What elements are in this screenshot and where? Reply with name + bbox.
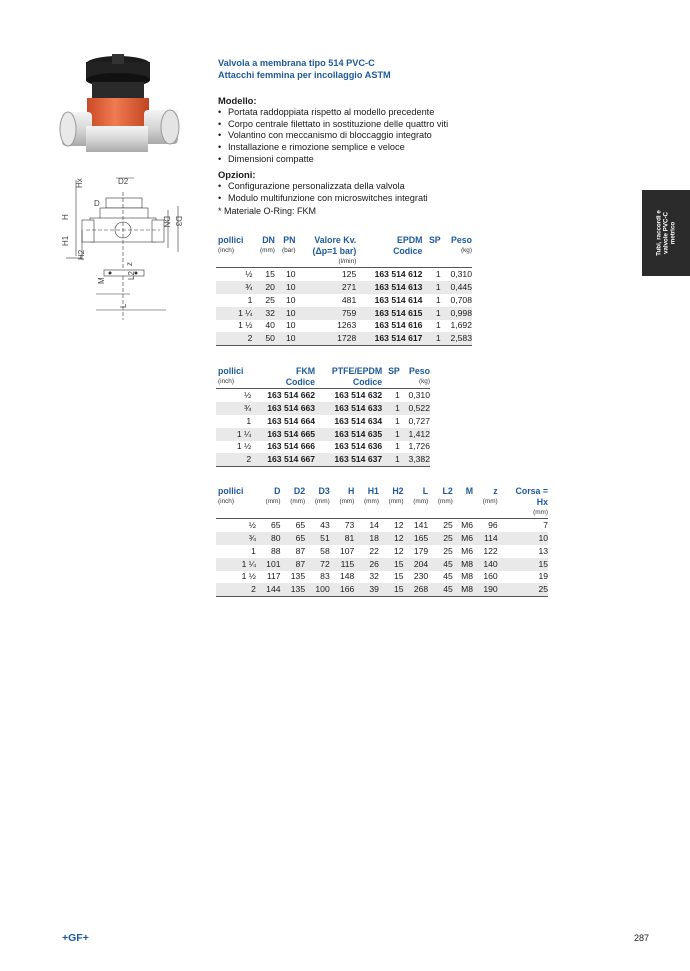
table-cell: 0,445 bbox=[441, 281, 472, 294]
table-cell: 1728 bbox=[296, 332, 357, 345]
column-header: Codice bbox=[352, 377, 383, 388]
table-cell: 100 bbox=[305, 583, 330, 596]
column-header: EPDM bbox=[397, 235, 423, 245]
table-cell: 163 514 632 bbox=[315, 389, 382, 402]
table-cell: 163 514 663 bbox=[251, 402, 315, 415]
table-row bbox=[216, 545, 548, 558]
table-cell: 166 bbox=[330, 583, 355, 596]
table-cell: 163 514 636 bbox=[334, 441, 383, 452]
table-cell: 163 514 635 bbox=[315, 428, 382, 441]
table-cell: 25 bbox=[428, 519, 453, 532]
table-cell: 45 bbox=[443, 571, 453, 582]
table-cell: 1 bbox=[251, 545, 256, 556]
table-cell: 163 514 614 bbox=[374, 294, 423, 305]
table-cell: 10 bbox=[285, 320, 296, 331]
table-cell: 15 bbox=[498, 558, 548, 571]
dim-label-d2: D2 bbox=[118, 177, 129, 186]
column-unit: (mm) bbox=[388, 498, 404, 506]
column-header: Codice bbox=[393, 246, 423, 257]
options-heading: Opzioni: bbox=[218, 169, 256, 180]
table-cell: 1 ½ bbox=[241, 571, 256, 582]
table-cell: 12 bbox=[394, 545, 404, 556]
table-cell: ½ bbox=[216, 519, 256, 532]
column-header: D2 bbox=[293, 486, 306, 496]
table-cell: 15 bbox=[379, 583, 404, 596]
table-cell: 1 bbox=[382, 428, 400, 441]
table-cell: 135 bbox=[281, 583, 306, 596]
model-heading: Modello: bbox=[218, 95, 257, 106]
table-cell: 190 bbox=[473, 583, 498, 596]
table-cell: M8 bbox=[453, 583, 473, 596]
table-cell: 1 ¼ bbox=[216, 558, 256, 571]
column-unit: (inch) bbox=[218, 247, 234, 255]
list-item: • Configurazione personalizzata della valvola bbox=[218, 181, 518, 193]
options-list bbox=[218, 181, 518, 204]
column-header: M bbox=[465, 486, 474, 496]
table-cell: 10 bbox=[275, 332, 296, 345]
table-row bbox=[216, 268, 472, 281]
table-cell: 1 bbox=[247, 294, 253, 305]
table-cell: 3,382 bbox=[400, 453, 430, 466]
table-cell: 1 ½ bbox=[238, 320, 253, 331]
product-title bbox=[218, 57, 391, 81]
table-cell: 1,692 bbox=[450, 320, 472, 331]
gf-logo: +GF+ bbox=[62, 932, 89, 944]
table-cell: 160 bbox=[483, 571, 498, 582]
column-unit: (l/min) bbox=[338, 258, 357, 266]
table-cell: 141 bbox=[404, 519, 429, 532]
dim-label-h2: H2 bbox=[77, 249, 86, 260]
table-cell: 19 bbox=[538, 571, 548, 582]
table-row bbox=[216, 583, 548, 596]
column-unit: (mm) bbox=[290, 498, 306, 506]
column-header: Peso bbox=[408, 366, 430, 376]
dim-label-m: M bbox=[97, 277, 106, 284]
column-header: z bbox=[493, 486, 498, 496]
column-header: D bbox=[274, 486, 281, 496]
table-cell: 1 bbox=[435, 320, 441, 331]
product-title-line2: Attacchi femmina per incollaggio ASTM bbox=[218, 70, 391, 80]
table-cell: 10 bbox=[498, 532, 548, 545]
list-item: • Volantino con meccanismo di bloccaggio integrato bbox=[218, 130, 518, 142]
dim-label-z: z bbox=[125, 262, 134, 266]
column-unit: (kg) bbox=[460, 247, 472, 255]
table-cell: 0,708 bbox=[450, 294, 472, 305]
table-cell: 22 bbox=[369, 545, 379, 556]
table-cell: 65 bbox=[256, 519, 281, 532]
table-cell: 114 bbox=[473, 532, 498, 545]
column-unit: (mm) bbox=[260, 247, 275, 255]
table-cell: 58 bbox=[320, 545, 330, 556]
options-section bbox=[218, 169, 518, 217]
list-item: • Installazione e rimozione semplice e veloce bbox=[218, 142, 518, 154]
table-cell: 0,522 bbox=[400, 402, 430, 415]
column-unit: (mm) bbox=[265, 498, 281, 506]
dim-label-d3: D3 bbox=[174, 216, 183, 227]
table-cell: 45 bbox=[428, 583, 453, 596]
table-cell: 204 bbox=[404, 558, 429, 571]
table-cell: 163 514 664 bbox=[267, 415, 316, 426]
table-row bbox=[216, 428, 430, 441]
table-cell: M6 bbox=[453, 519, 473, 532]
section-side-tab bbox=[642, 190, 690, 276]
column-unit: (kg) bbox=[418, 378, 430, 386]
table-cell: ¾ bbox=[216, 532, 256, 545]
table-cell: 148 bbox=[340, 571, 355, 582]
table-cell: 25 bbox=[498, 583, 548, 596]
product-title-line1: Valvola a membrana tipo 514 PVC-C bbox=[218, 58, 375, 68]
table-cell: 7 bbox=[498, 519, 548, 532]
table-row bbox=[216, 532, 548, 545]
table-cell: 12 bbox=[379, 532, 404, 545]
column-header: pollici bbox=[218, 486, 244, 496]
table-cell: 1263 bbox=[337, 320, 357, 331]
table-row bbox=[216, 453, 430, 466]
table-cell: 1 bbox=[422, 268, 440, 281]
table-cell: 163 514 667 bbox=[251, 453, 315, 466]
table-cell: 759 bbox=[296, 307, 357, 320]
table-cell: 1 bbox=[422, 307, 440, 320]
column-header: pollici bbox=[218, 235, 244, 245]
column-unit: (mm) bbox=[437, 498, 453, 506]
table-row bbox=[216, 332, 472, 345]
table-row bbox=[216, 402, 430, 415]
table-cell: 1,412 bbox=[400, 428, 430, 441]
table-cell: 179 bbox=[413, 545, 429, 556]
column-header: pollici bbox=[218, 366, 244, 376]
table-row bbox=[216, 307, 472, 320]
dim-label-l: L bbox=[119, 303, 128, 308]
column-header: D3 bbox=[318, 486, 330, 496]
table-cell: 163 514 617 bbox=[356, 332, 422, 345]
table-cell: 1 ½ bbox=[236, 441, 252, 452]
table-cell: 115 bbox=[330, 558, 355, 571]
column-unit: (mm) bbox=[482, 498, 498, 506]
table-cell: 125 bbox=[296, 268, 357, 281]
column-header: H1 bbox=[367, 486, 379, 496]
table-cell: 25 bbox=[443, 545, 453, 556]
list-item: • Dimensioni compatte bbox=[218, 154, 518, 166]
table-cell: M6 bbox=[453, 532, 473, 545]
table-row bbox=[216, 558, 548, 571]
column-header: PTFE/EPDM bbox=[331, 366, 383, 376]
table-cell: 1 bbox=[246, 415, 252, 426]
dim-label-dn: DN bbox=[162, 216, 171, 228]
table-cell: 80 bbox=[256, 532, 281, 545]
table-row bbox=[216, 320, 472, 333]
model-section bbox=[218, 95, 518, 166]
side-tab-line1: Tubi, raccordi e bbox=[655, 210, 663, 256]
table-row bbox=[216, 519, 548, 532]
table-cell: 25 bbox=[265, 294, 275, 305]
fkm-ptfe-table bbox=[216, 366, 430, 467]
list-item: • Modulo multifunzione con microswitches integrati bbox=[218, 193, 518, 205]
table-row bbox=[216, 571, 548, 584]
column-header: Valore Kv. bbox=[314, 235, 357, 245]
table-cell: 10 bbox=[275, 268, 296, 281]
valve-product-photo bbox=[56, 52, 186, 164]
table-cell: 481 bbox=[341, 294, 357, 305]
table-cell: 1,726 bbox=[408, 441, 430, 452]
table-cell: 51 bbox=[305, 532, 330, 545]
table-cell: 163 514 662 bbox=[251, 389, 315, 402]
table-cell: 39 bbox=[354, 583, 379, 596]
table-cell: 163 514 633 bbox=[315, 402, 382, 415]
table-cell: ½ bbox=[216, 268, 252, 281]
table-cell: 163 514 613 bbox=[356, 281, 422, 294]
table-cell: 1 bbox=[382, 453, 400, 466]
column-unit: (bar) bbox=[282, 247, 296, 255]
table-cell: 83 bbox=[320, 571, 330, 582]
table-cell: 1 bbox=[382, 389, 400, 402]
table-cell: 81 bbox=[330, 532, 355, 545]
dimensions-table bbox=[216, 486, 548, 597]
table-cell: 0,310 bbox=[400, 389, 430, 402]
table-cell: 15 bbox=[379, 558, 404, 571]
column-header: L bbox=[422, 486, 429, 496]
column-header: Codice bbox=[285, 377, 316, 388]
column-header: FKM bbox=[295, 366, 316, 376]
table-cell: 65 bbox=[281, 532, 306, 545]
table-cell: 1 bbox=[395, 441, 400, 452]
list-item: • Portata raddoppiata rispetto al modello precedente bbox=[218, 107, 518, 119]
o-ring-note: * Materiale O-Ring: FKM bbox=[218, 206, 317, 217]
table-row bbox=[216, 415, 430, 428]
table-cell: 87 bbox=[295, 545, 306, 556]
table-cell: 72 bbox=[305, 558, 330, 571]
table-cell: 88 bbox=[270, 545, 281, 556]
table-cell: 32 bbox=[252, 307, 274, 320]
table-cell: 1 bbox=[422, 281, 440, 294]
table-cell: 1 bbox=[422, 332, 440, 345]
column-unit: (mm) bbox=[364, 498, 379, 506]
table-cell: 15 bbox=[394, 571, 404, 582]
table-cell: 50 bbox=[252, 332, 274, 345]
table-cell: 73 bbox=[330, 519, 355, 532]
column-unit: (mm) bbox=[339, 498, 355, 506]
table-cell: 101 bbox=[256, 558, 281, 571]
column-header: Corsa = bbox=[515, 486, 548, 496]
column-header: Peso bbox=[450, 235, 472, 245]
table-cell: 163 514 615 bbox=[356, 307, 422, 320]
table-cell: 2 bbox=[216, 583, 256, 596]
column-unit: (mm) bbox=[314, 498, 330, 506]
dim-label-h: H bbox=[61, 214, 70, 220]
table-row bbox=[216, 294, 472, 307]
dim-label-h1: H1 bbox=[61, 235, 70, 246]
table-cell: 165 bbox=[404, 532, 429, 545]
epdm-table bbox=[216, 235, 472, 346]
table-cell: 12 bbox=[379, 519, 404, 532]
table-cell: 32 bbox=[369, 571, 379, 582]
table-cell: 163 514 637 bbox=[315, 453, 382, 466]
column-unit: (mm) bbox=[533, 509, 548, 517]
table-row bbox=[216, 441, 430, 454]
table-cell: 18 bbox=[354, 532, 379, 545]
column-header: SP bbox=[388, 366, 400, 376]
table-cell: 107 bbox=[340, 545, 355, 556]
column-header: SP bbox=[428, 235, 441, 245]
page-number: 287 bbox=[634, 933, 650, 943]
table-row bbox=[216, 389, 430, 402]
dim-label-l2: L2 bbox=[127, 271, 136, 280]
table-cell: 10 bbox=[285, 294, 296, 305]
table-cell: 2 bbox=[216, 332, 252, 345]
column-unit: (inch) bbox=[218, 378, 234, 386]
table-cell: 140 bbox=[473, 558, 498, 571]
table-cell: 271 bbox=[296, 281, 357, 294]
column-header: (Δp=1 bar) bbox=[312, 246, 357, 257]
table-cell: 20 bbox=[252, 281, 274, 294]
table-cell: 1 bbox=[395, 415, 400, 426]
column-unit: (mm) bbox=[413, 498, 429, 506]
table-cell: 45 bbox=[428, 558, 453, 571]
side-tab-line3: metrico bbox=[669, 221, 677, 245]
table-cell: 25 bbox=[428, 532, 453, 545]
dim-label-hx: Hx bbox=[75, 178, 84, 188]
column-unit: (inch) bbox=[218, 498, 234, 506]
column-header: Hx bbox=[536, 497, 548, 508]
table-cell: 26 bbox=[354, 558, 379, 571]
table-cell: 163 514 634 bbox=[334, 415, 383, 426]
table-cell: 230 bbox=[413, 571, 429, 582]
model-list bbox=[218, 107, 518, 166]
table-cell: 0,310 bbox=[441, 268, 472, 281]
table-cell: 65 bbox=[281, 519, 306, 532]
table-cell: 1 bbox=[382, 402, 400, 415]
column-header: DN bbox=[262, 235, 275, 245]
table-cell: 10 bbox=[275, 307, 296, 320]
table-cell: 1 bbox=[435, 294, 441, 305]
table-cell: 10 bbox=[275, 281, 296, 294]
table-cell: 1 ¼ bbox=[216, 428, 251, 441]
table-cell: ¾ bbox=[216, 281, 252, 294]
list-item: • Corpo centrale filettato in sostituzione delle quattro viti bbox=[218, 119, 518, 131]
table-cell: 2 bbox=[216, 453, 251, 466]
table-cell: 0,727 bbox=[408, 415, 430, 426]
table-cell: 163 514 612 bbox=[356, 268, 422, 281]
table-cell: 163 514 665 bbox=[251, 428, 315, 441]
table-cell: 87 bbox=[281, 558, 306, 571]
table-cell: 1 ¼ bbox=[216, 307, 252, 320]
table-cell: 163 514 616 bbox=[374, 320, 423, 331]
table-cell: 135 bbox=[290, 571, 306, 582]
table-row bbox=[216, 281, 472, 294]
valve-technical-drawing bbox=[56, 170, 190, 324]
column-header: PN bbox=[283, 235, 296, 245]
table-cell: 2,583 bbox=[441, 332, 472, 345]
table-cell: 14 bbox=[354, 519, 379, 532]
column-header: L2 bbox=[442, 486, 453, 496]
table-cell: 0,998 bbox=[441, 307, 472, 320]
table-cell: M6 bbox=[461, 545, 474, 556]
table-cell: ¾ bbox=[216, 402, 251, 415]
table-cell: 122 bbox=[483, 545, 498, 556]
table-cell: 96 bbox=[473, 519, 498, 532]
table-cell: M8 bbox=[453, 558, 473, 571]
table-cell: ½ bbox=[216, 389, 251, 402]
column-header: H2 bbox=[392, 486, 404, 496]
side-tab-line2: valvole PVC-C bbox=[662, 212, 670, 254]
table-cell: M8 bbox=[461, 571, 474, 582]
table-cell: 43 bbox=[305, 519, 330, 532]
dim-label-d: D bbox=[94, 199, 100, 208]
table-cell: 117 bbox=[266, 571, 281, 582]
table-cell: 13 bbox=[538, 545, 548, 556]
table-cell: 15 bbox=[252, 268, 274, 281]
table-cell: 144 bbox=[256, 583, 281, 596]
table-cell: 163 514 666 bbox=[267, 441, 316, 452]
table-cell: 268 bbox=[404, 583, 429, 596]
table-cell: 40 bbox=[265, 320, 275, 331]
column-header: H bbox=[347, 486, 355, 496]
